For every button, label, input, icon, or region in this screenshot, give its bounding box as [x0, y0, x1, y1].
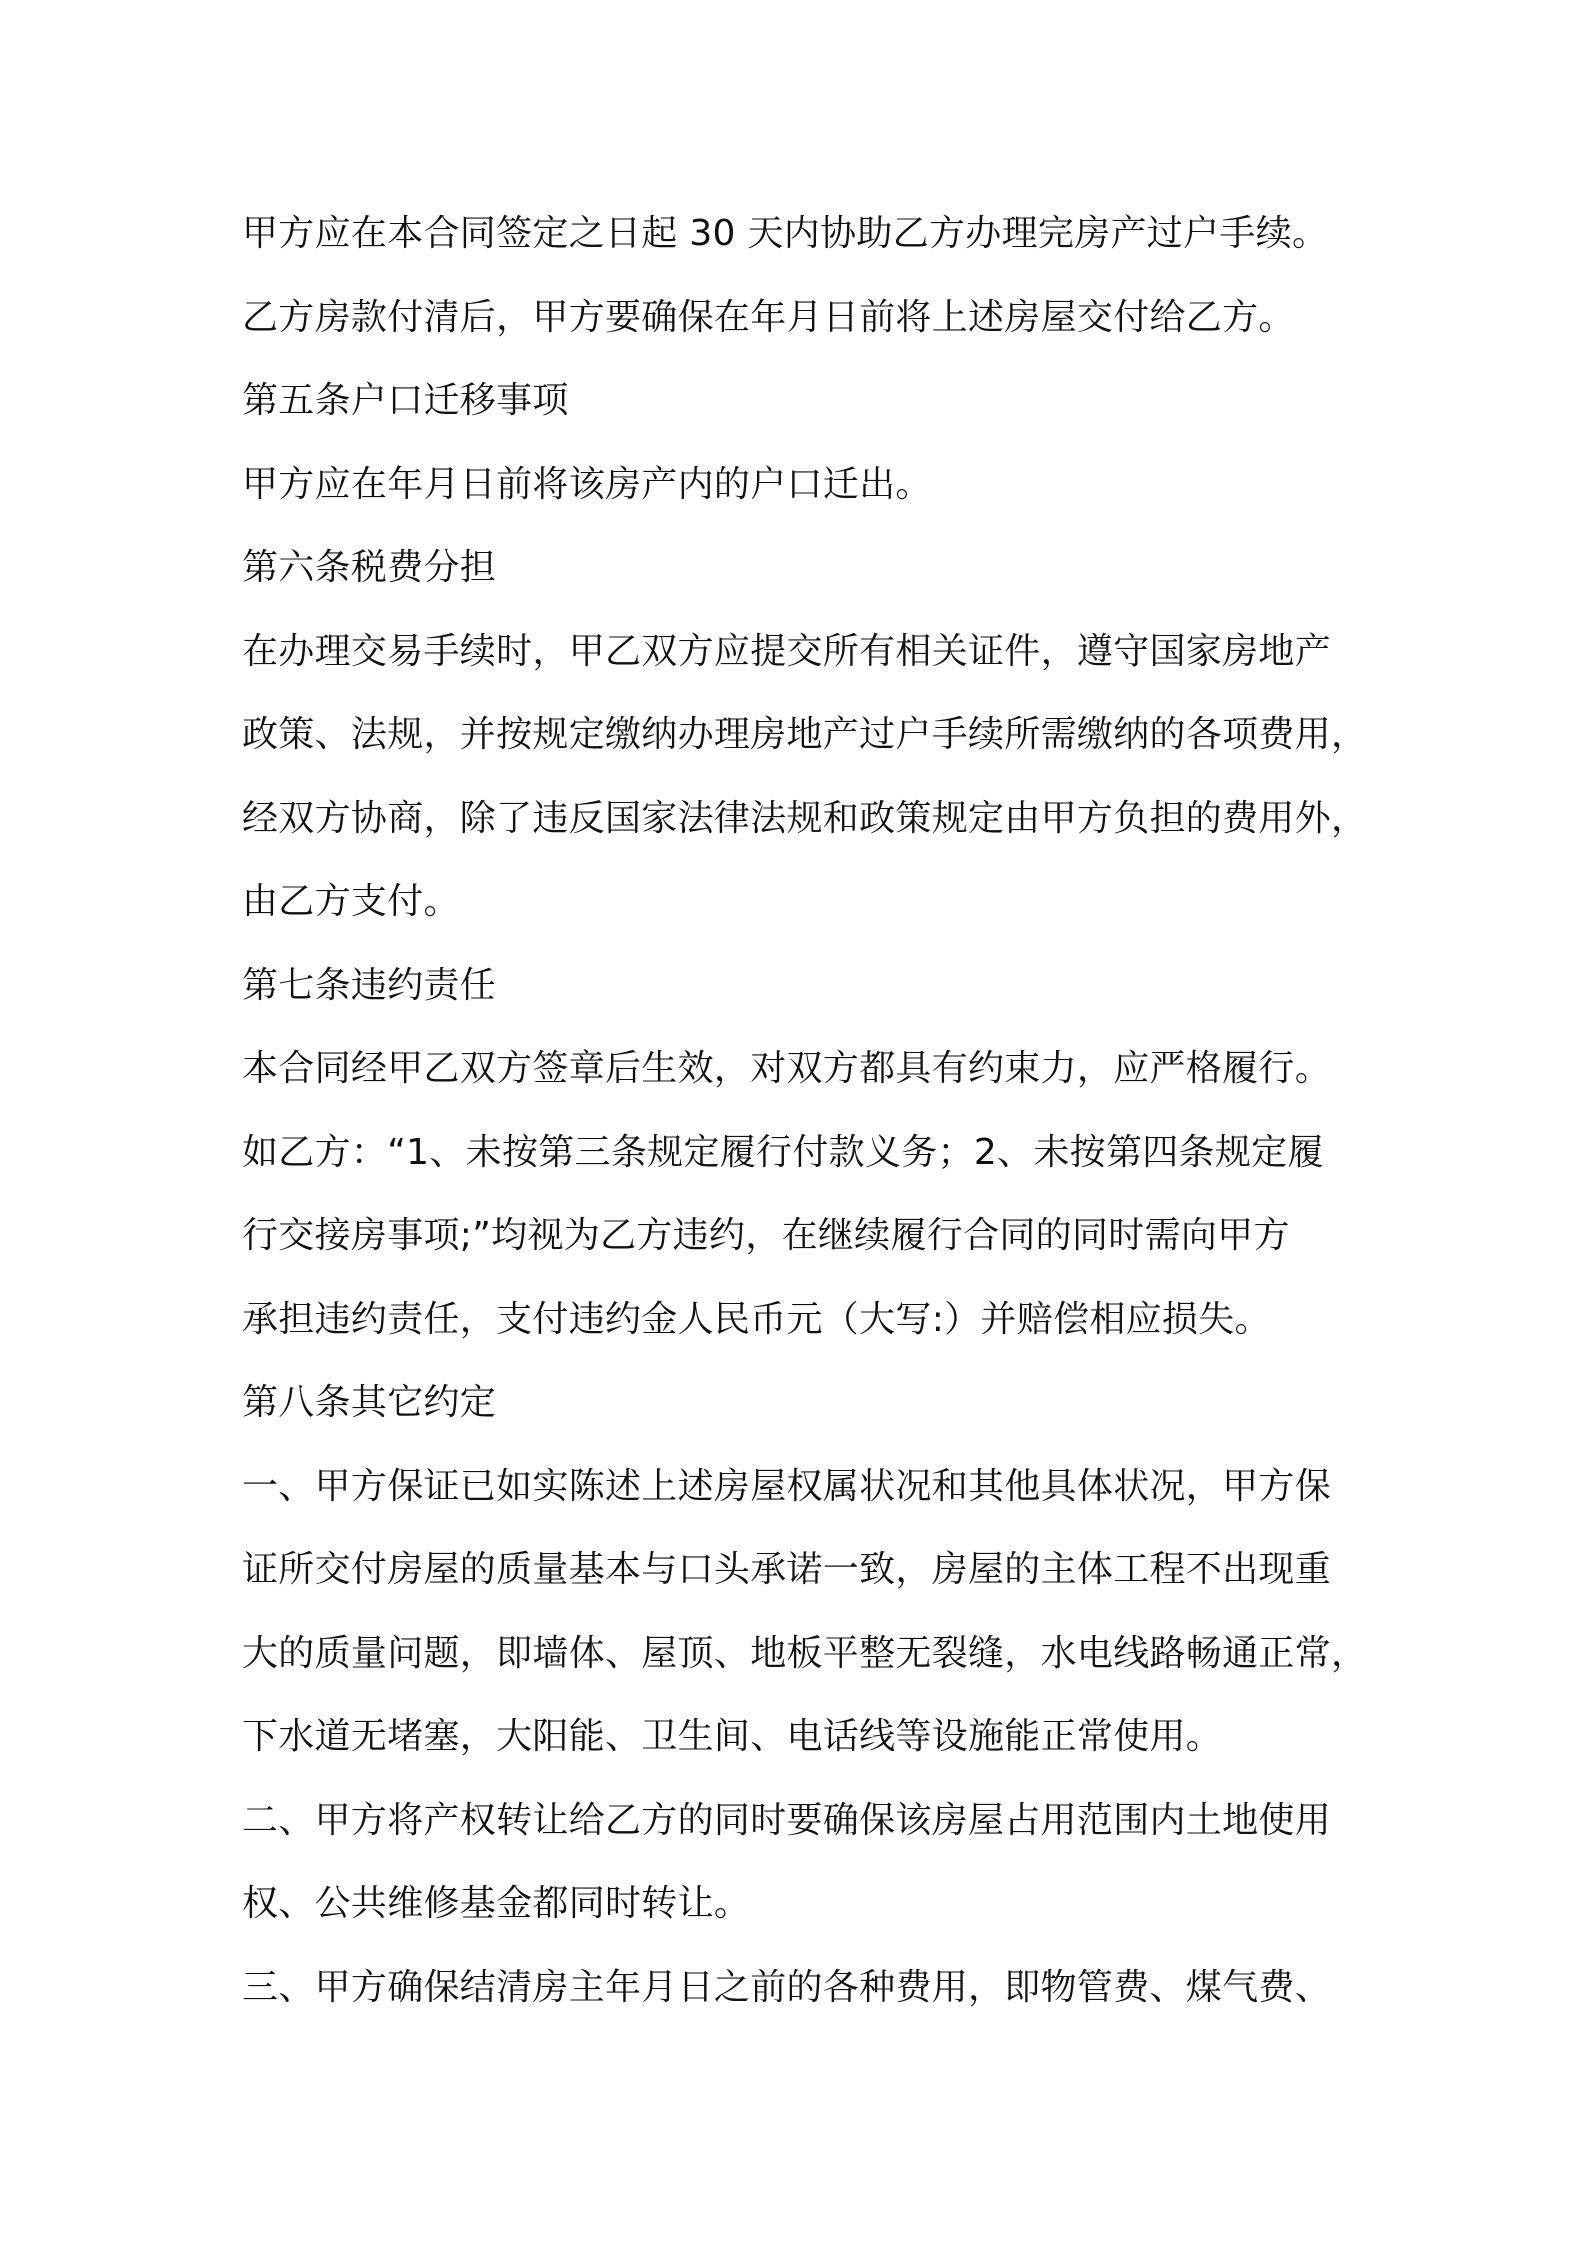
text-line: 证所交付房屋的质量基本与口头承诺一致，房屋的主体工程不出现重: [242, 1549, 1332, 1590]
text-line: 政策、法规，并按规定缴纳办理房地产过户手续所需缴纳的各项费用，: [242, 714, 1368, 755]
text-line: 如乙方：“1、未按第三条规定履行付款义务；2、未按第四条规定履: [242, 1131, 1324, 1173]
text-line: 在办理交易手续时，甲乙双方应提交所有相关证件，遵守国家房地产: [242, 630, 1332, 672]
text-line: 本合同经甲乙双方签章后生效，对双方都具有约束力，应严格履行。: [242, 1048, 1332, 1089]
document-body: [242, 192, 1372, 2029]
text-line: 二、甲方将产权转让给乙方的同时要确保该房屋占用范围内土地使用: [242, 1799, 1332, 1841]
text-line: 经双方协商，除了违反国家法律法规和政策规定由甲方负担的费用外，: [242, 797, 1368, 839]
text-line: 权、公共维修基金都同时转让。: [242, 1883, 751, 1924]
section-heading: 第五条户口迁移事项: [242, 380, 569, 421]
text-line: 承担违约责任，支付违约金人民币元（大写:）并赔偿相应损失。: [242, 1298, 1271, 1340]
section-heading: 第七条违约责任: [242, 964, 497, 1006]
section-heading: 第八条其它约定: [242, 1382, 497, 1423]
text-line: 下水道无堵塞，大阳能、卫生间、电话线等设施能正常使用。: [242, 1716, 1223, 1757]
section-heading: 第六条税费分担: [242, 547, 497, 588]
text-line: 行交接房事项;”均视为乙方违约，在继续履行合同的同时需向甲方: [242, 1215, 1290, 1256]
text-line: 由乙方支付。: [242, 881, 460, 922]
text-line: 甲方应在本合同签定之日起 30 天内协助乙方办理完房产过户手续。: [242, 213, 1329, 254]
text-line: 三、甲方确保结清房主年月日之前的各种费用，即物管费、煤气费、: [242, 1966, 1332, 2008]
text-line: 大的质量问题，即墙体、屋顶、地板平整无裂缝，水电线路畅通正常，: [242, 1632, 1368, 1674]
text-line: 乙方房款付清后，甲方要确保在年月日前将上述房屋交付给乙方。: [242, 296, 1295, 338]
text-line: 一、甲方保证已如实陈述上述房屋权属状况和其他具体状况，甲方保: [242, 1465, 1332, 1507]
text-line: 甲方应在年月日前将该房产内的户口迁出。: [242, 463, 932, 505]
